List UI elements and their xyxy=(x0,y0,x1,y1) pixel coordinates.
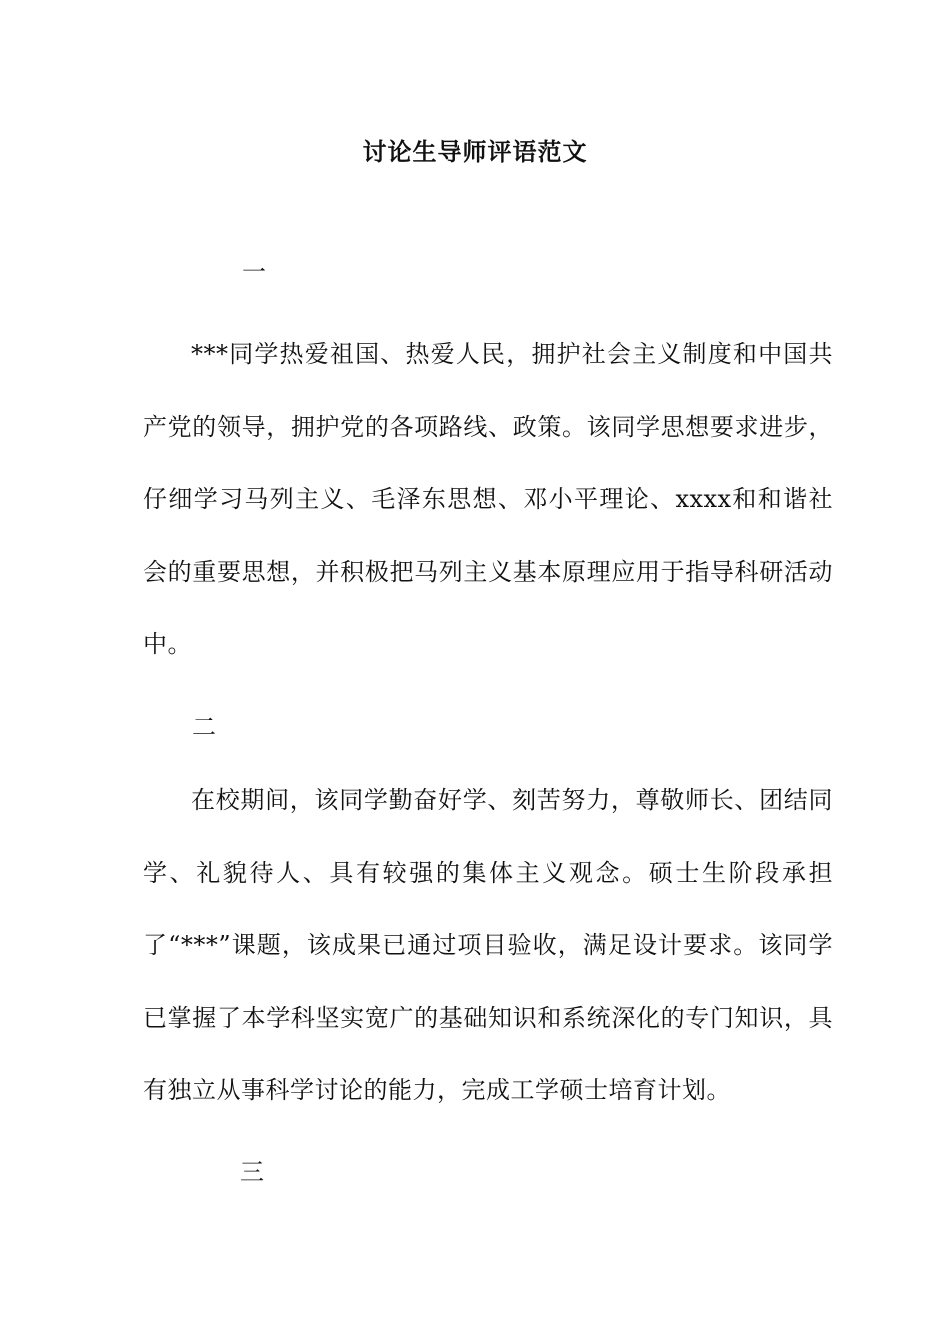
section-heading-1: 一 xyxy=(242,258,266,286)
section-heading-3: 三 xyxy=(240,1158,264,1186)
section-paragraph-1: ***同学热爱祖国、热爱人民，拥护社会主义制度和中国共产党的领导，拥护党的各项路线、政策。该同学思想要求进步，仔细学习马列主义、毛泽东思想、邓小平理论、xxxx和和谐社会的重要思想，并积极把马列主义基本原理应用于指导科研活动中。 xyxy=(143,340,833,658)
document-title: 讨论生导师评语范文 xyxy=(362,137,588,166)
section-paragraph-2: 在校期间，该同学勤奋好学、刻苦努力，尊敬师长、团结同学、礼貌待人、具有较强的集体主义观念。硕士生阶段承担了“***”课题，该成果已通过项目验收，满足设计要求。该同学已掌握了本学科坚实宽广的基础知识和系统深化的专门知识，具有独立从事科学讨论的能力，完成工学硕士培育计划。 xyxy=(143,786,833,1104)
section-heading-2: 二 xyxy=(192,713,216,741)
